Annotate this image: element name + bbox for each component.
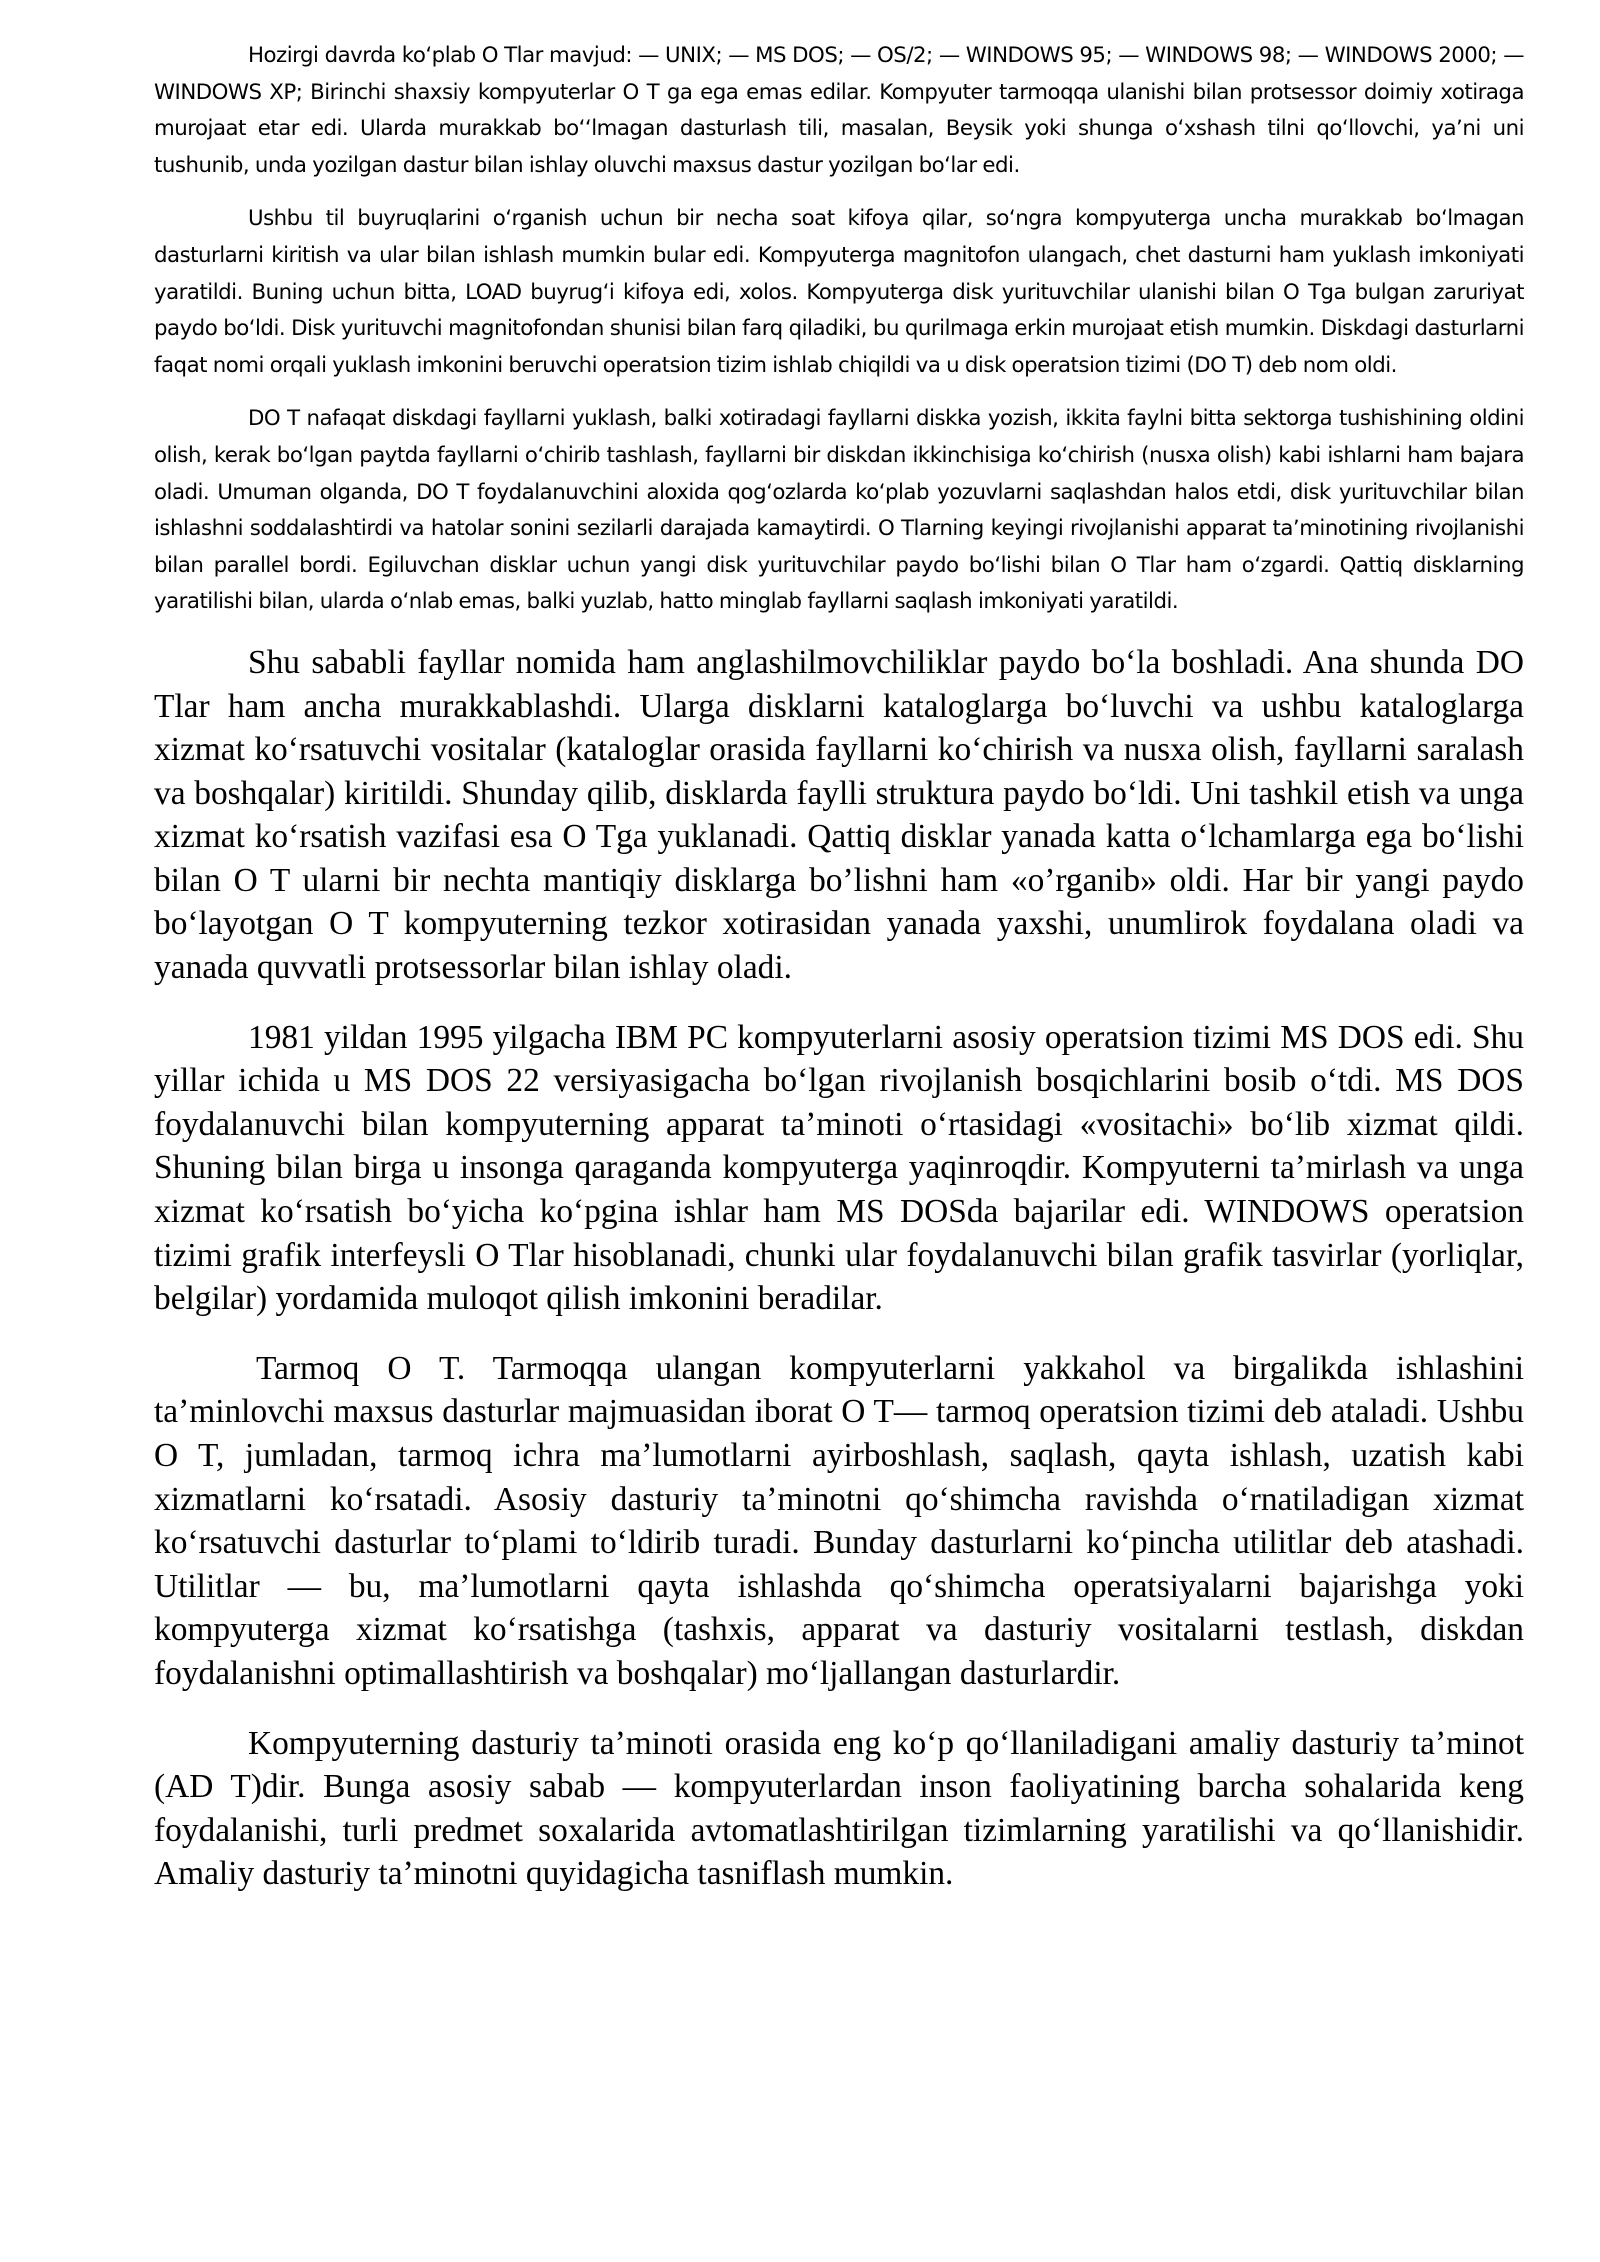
paragraph-network-os: Tarmoq O T. Tarmoqqa ulangan kompyuterlarni yakkahol va birgalikda ishlashini taʼminlovchi maxsus dasturlar majmuasidan iborat O T— tarmoq operatsion tizimi deb ataladi. Ushbu O T, jumladan, tarmoq ichra maʼlumotlarni ayirboshlash, saqlash, qayta ishlash, uzatish kabi xizmatlarni koʻrsatadi. Asosiy dasturiy taʼminotni qoʻshimcha ravishda oʻrnatiladigan xizmat koʻrsatuvchi dasturlar toʻplami toʻldirib turadi. Bunday dasturlarni koʻpincha utilitlar deb atashadi. Utilitlar — bu, maʼlumotlarni qayta ishlashda qoʻshimcha operatsiyalarni bajarishga yoki kompyuterga xizmat koʻrsatishga (tashxis, apparat va dasturiy vositalarni testlash, diskdan foydalanishni optimallashtirish va boshqalar) moʻljallangan dasturlardir. <box>154 1349 1524 1692</box>
paragraph-file-structure: Shu sababli fayllar nomida ham anglashilmovchiliklar paydo boʻla boshladi. Ana shunda DO Tlar ham ancha murakkablashdi. Ularga disklarni kataloglarga boʻluvchi va ushbu kataloglarga xizmat koʻrsatuvchi vositalar (kataloglar orasida fayllarni koʻchirish va nusxa olish, fayllarni saralash va boshqalar) kiritildi. Shunday qilib, disklarda faylli struktura paydo boʻldi. Uni tashkil etish va unga xizmat koʻrsatish vazifasi esa O Tga yuklanadi. Qattiq disklar yanada katta oʻlchamlarga ega boʻlishi bilan O T ularni bir nechta mantiqiy disklarga bo’lishni ham «o’rganib» oldi. Har bir yangi paydo boʻlayotgan O T kompyuterning tezkor xotirasidan yanada yaxshi, unumlirok foydalana oladi va yanada quvvatli protsessorlar bilan ishlay oladi. <box>154 643 1524 987</box>
paragraph-basic-commands: Ushbu til buyruqlarini oʻrganish uchun bir necha soat kifoya qilar, soʻngra kompyuterga uncha murakkab boʻlmagan dasturlarni kiritish va ular bilan ishlash mumkin bular edi. Kompyuterga magnitofon ulangach, chet dasturni ham yuklash imkoniyati yaratildi. Buning uchun bitta, LOAD buyrugʻi kifoya edi, xolos. Kompyuterga disk yurituvchilar ulanishi bilan O Tga bulgan zaruriyat paydo boʻldi. Disk yurituvchi magnitofondan shunisi bilan farq qiladiki, bu qurilmaga erkin murojaat etish mumkin. Diskdagi dasturlarni faqat nomi orqali yuklash imkonini beruvchi operatsion tizim ishlab chiqildi va u disk operatsion tizimi (DO T) deb nom oldi. <box>154 206 1524 378</box>
paragraph-application-software: Kompyuterning dasturiy taʼminoti orasida eng koʻp qoʻllaniladigani amaliy dasturiy taʼminot (AD T)dir. Bunga asosiy sabab — kompyuterlardan inson faoliyatining barcha sohalarida keng foydalanishi, turli predmet soxalarida avtomatlashtirilgan tizimlarning yaratilishi va qoʻllanishidir. Amaliy dasturiy taʼminotni quyidagicha tasniflash mumkin. <box>154 1724 1524 1893</box>
paragraph-os-list: Hozirgi davrda koʻplab O Tlar mavjud: — UNIX; — MS DOS; — OS/2; — WINDOWS 95; — WINDOWS 98; — WINDOWS 2000; — WINDOWS XP; Birinchi shaxsiy kompyuterlar O T ga ega emas edilar. Kompyuter tarmoqqa ulanishi bilan protsessor doimiy xotiraga murojaat etar edi. Ularda murakkab boʻʻlmagan dasturlash tili, masalan, Beysik yoki shunga oʻxshash tilni qoʻllovchi, yaʼni uni tushunib, unda yozilgan dastur bilan ishlay oluvchi maxsus dastur yozilgan boʻlar edi. <box>154 43 1524 178</box>
paragraph-ms-dos-history: 1981 yildan 1995 yilgacha IBM PC kompyuterlarni asosiy operatsion tizimi MS DOS edi. Shu yillar ichida u MS DOS 22 versiyasigacha boʻlgan rivojlanish bosqichlarini bosib oʻtdi. MS DOS foydalanuvchi bilan kompyuterning apparat taʼminoti oʻrtasidagi «vositachi» boʻlib xizmat qildi. Shuning bilan birga u insonga qaraganda kompyuterga yaqinroqdir. Kompyuterni taʼmirlash va unga xizmat koʻrsatish boʻyicha koʻpgina ishlar ham MS DOSda bajarilar edi. WINDOWS operatsion tizimi grafik interfeysli O Tlar hisoblanadi, chunki ular foydalanuvchi bilan grafik tasvirlar (yorliqlar, belgilar) yordamida muloqot qilish imkonini beradilar. <box>154 1018 1524 1318</box>
paragraph-dos-features: DO T nafaqat diskdagi fayllarni yuklash, balki xotiradagi fayllarni diskka yozish, ikkita faylni bitta sektorga tushishining oldini olish, kerak boʻlgan paytda fayllarni oʻchirib tashlash, fayllarni bir diskdan ikkinchisiga koʻchirish (nusxa olish) kabi ishlarni ham bajara oladi. Umuman olganda, DO T foydalanuvchini aloxida qogʻozlarda koʻplab yozuvlarni saqlashdan halos etdi, disk yurituvchilar bilan ishlashni soddalashtirdi va hatolar sonini sezilarli darajada kamaytirdi. O Tlarning keyingi rivojlanishi apparat taʼminotining rivojlanishi bilan parallel bordi. Egiluvchan disklar uchun yangi disk yurituvchilar paydo boʻlishi bilan O Tlar ham oʻzgardi. Qattiq disklarning yaratilishi bilan, ularda oʻnlab emas, balki yuzlab, hatto minglab fayllarni saqlash imkoniyati yaratildi. <box>154 406 1524 615</box>
document-page <box>154 38 1524 1922</box>
